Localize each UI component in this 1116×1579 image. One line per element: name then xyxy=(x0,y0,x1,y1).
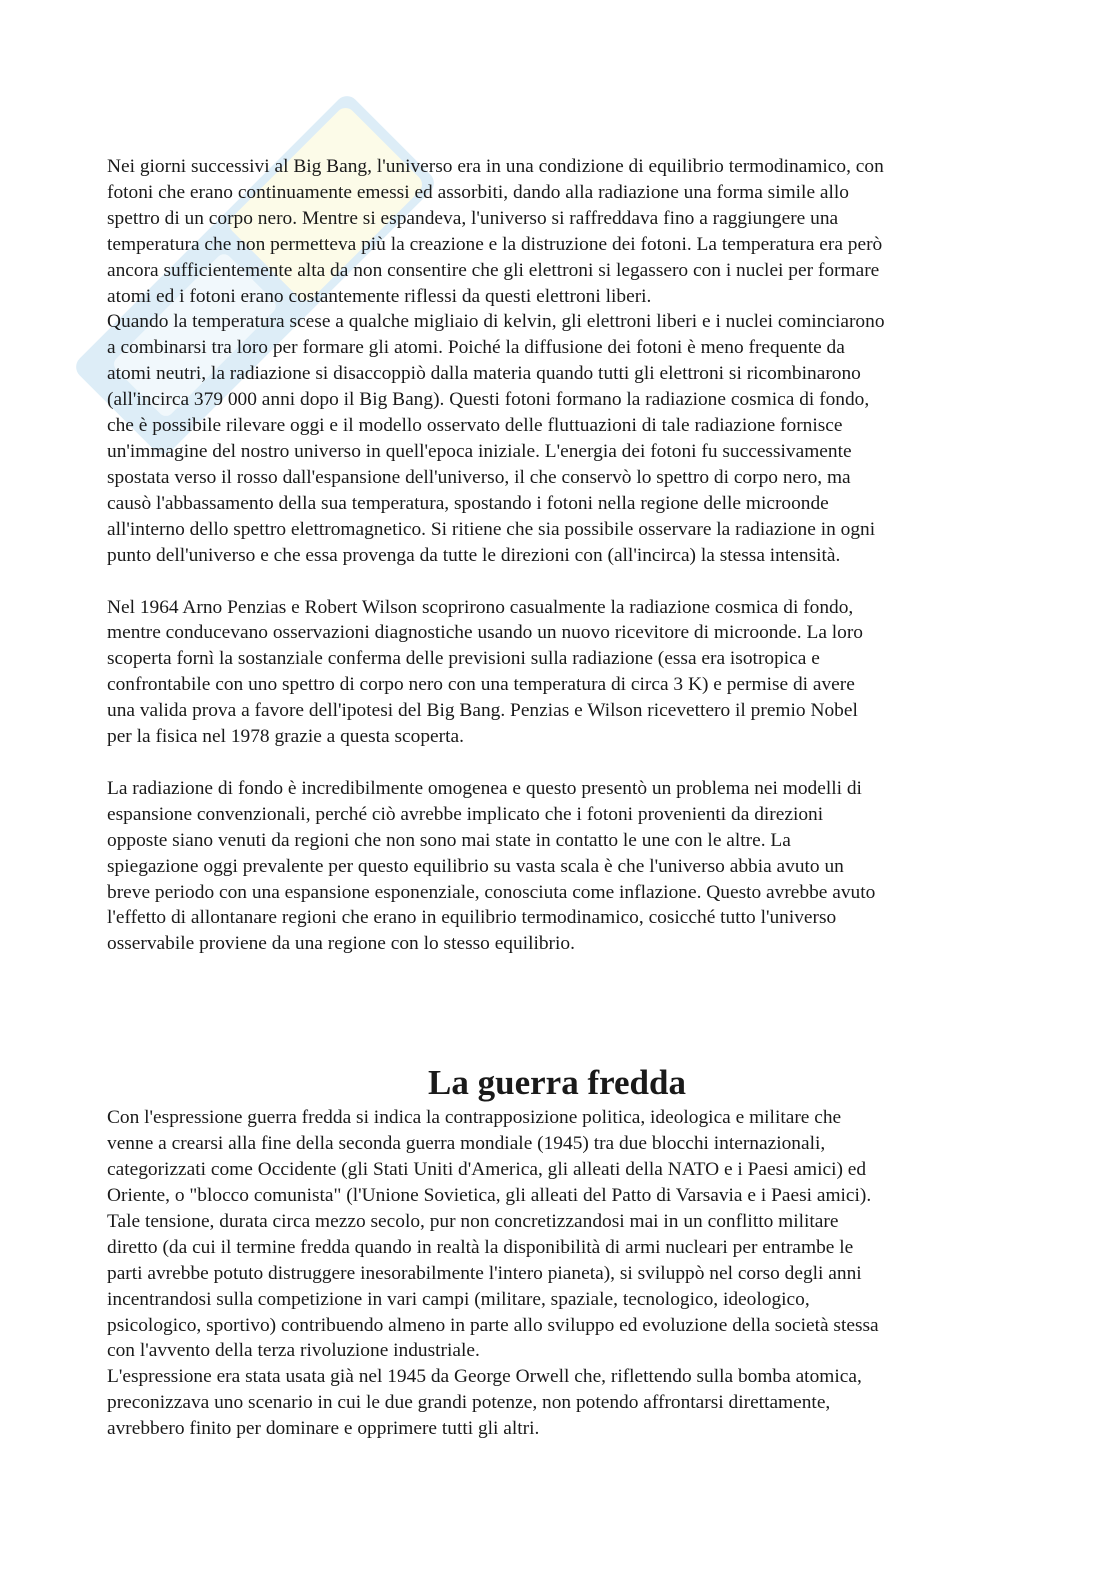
paragraph-early-universe: Nei giorni successivi al Big Bang, l'universo era in una condizione di equilibrio termodinamico, con fotoni che erano continuamente emessi ed assorbiti, dando alla radiazione una forma simile allo spettro di un corpo nero. Mentre si espandeva, l'universo si raffreddava fino a raggiungere una temperatura che non permetteva più la creazione e la distruzione dei fotoni. La temperatura era però ancora sufficientemente alta da non consentire che gli elettroni si legassero con i nuclei per formare atomi ed i fotoni erano costantemente riflessi da questi elettroni liberi. xyxy=(107,156,884,307)
page-content xyxy=(107,154,1007,1442)
paragraph-penzias-wilson: Nel 1964 Arno Penzias e Robert Wilson scoprirono casualmente la radiazione cosmica di fondo, mentre conducevano osservazioni diagnostiche usando un nuovo ricevitore di microonde. La loro scoperta fornì la sostanziale conferma delle previsioni sulla radiazione (essa era isotropica e confrontabile con uno spettro di corpo nero con una temperatura di circa 3 K) e permise di avere una valida prova a favore dell'ipotesi del Big Bang. Penzias e Wilson ricevettero il premio Nobel per la fisica nel 1978 grazie a questa scoperta. xyxy=(107,596,864,748)
paragraph-recombination: Quando la temperatura scese a qualche migliaio di kelvin, gli elettroni liberi e i nuclei cominciarono a combinarsi tra loro per formare gli atomi. Poiché la diffusione dei fotoni è meno frequente da atomi neutri, la radiazione si disaccoppiò dalla materia quando tutti gli elettroni si ricombinarono (all'incirca 379 000 anni dopo il Big Bang). Questi fotoni formano la radiazione cosmica di fondo, che è possibile rilevare oggi e il modello osservato delle fluttuazioni di tale radiazione fornisce un'immagine del nostro universo in quell'epoca iniziale. L'energia dei fotoni fu successivamente spostata verso il rosso dall'espansione dell'universo, il che conservò lo spettro di corpo nero, ma causò l'abbassamento della sua temperatura, spostando i fotoni nella regione delle microonde all'interno dello spettro elettromagnetico. Si ritiene che sia possibile osservare la radiazione in ogni punto dell'universo e che essa provenga da tutte le direzioni con (all'incirca) la stessa intensità. xyxy=(107,311,885,566)
paragraph-homogeneity: La radiazione di fondo è incredibilmente omogenea e questo presentò un problema nei modelli di espansione convenzionali, perché ciò avrebbe implicato che i fotoni provenienti da direzioni opposte siano venuti da regioni che non sono mai state in contatto le une con le altre. La spiegazione oggi prevalente per questo equilibrio su vasta scala è che l'universo abbia avuto un breve periodo con una espansione esponenziale, conosciuta come inflazione. Questo avrebbe avuto l'effetto di allontanare regioni che erano in equilibrio termodinamico, cosicché tutto l'universo osservabile proviene da una regione con lo stesso equilibrio. xyxy=(107,777,876,955)
paragraph-cold-war-definition: Con l'espressione guerra fredda si indica la contrapposizione politica, ideologica e militare che venne a crearsi alla fine della seconda guerra mondiale (1945) tra due blocchi internazionali, categorizzati come Occidente (gli Stati Uniti d'America, gli alleati della NATO e i Paesi amici) ed Oriente, o "blocco comunista" (l'Unione Sovietica, gli alleati del Patto di Varsavia e i Paesi amici). Tale tensione, durata circa mezzo secolo, pur non concretizzandosi mai in un conflitto militare diretto (da cui il termine fredda quando in realtà la disponibilità di armi nucleari per entrambe le parti avrebbe potuto distruggere inesorabilmente l'intero pianeta), si sviluppò nel corso degli anni incentrandosi sulla competizione in vari campi (militare, spaziale, tecnologico, ideologico, psicologico, sportivo) contribuendo almeno in parte allo sviluppo ed evoluzione della società stessa con l'avvento della terza rivoluzione industriale. xyxy=(107,1107,879,1362)
section-title: La guerra fredda xyxy=(428,1063,686,1103)
paragraph-orwell: L'espressione era stata usata già nel 1945 da George Orwell che, riflettendo sulla bomba atomica, preconizzava uno scenario in cui le due grandi potenze, non potendo affrontarsi direttamente, avrebbero finito per dominare e opprimere tutti gli altri. xyxy=(107,1366,862,1440)
